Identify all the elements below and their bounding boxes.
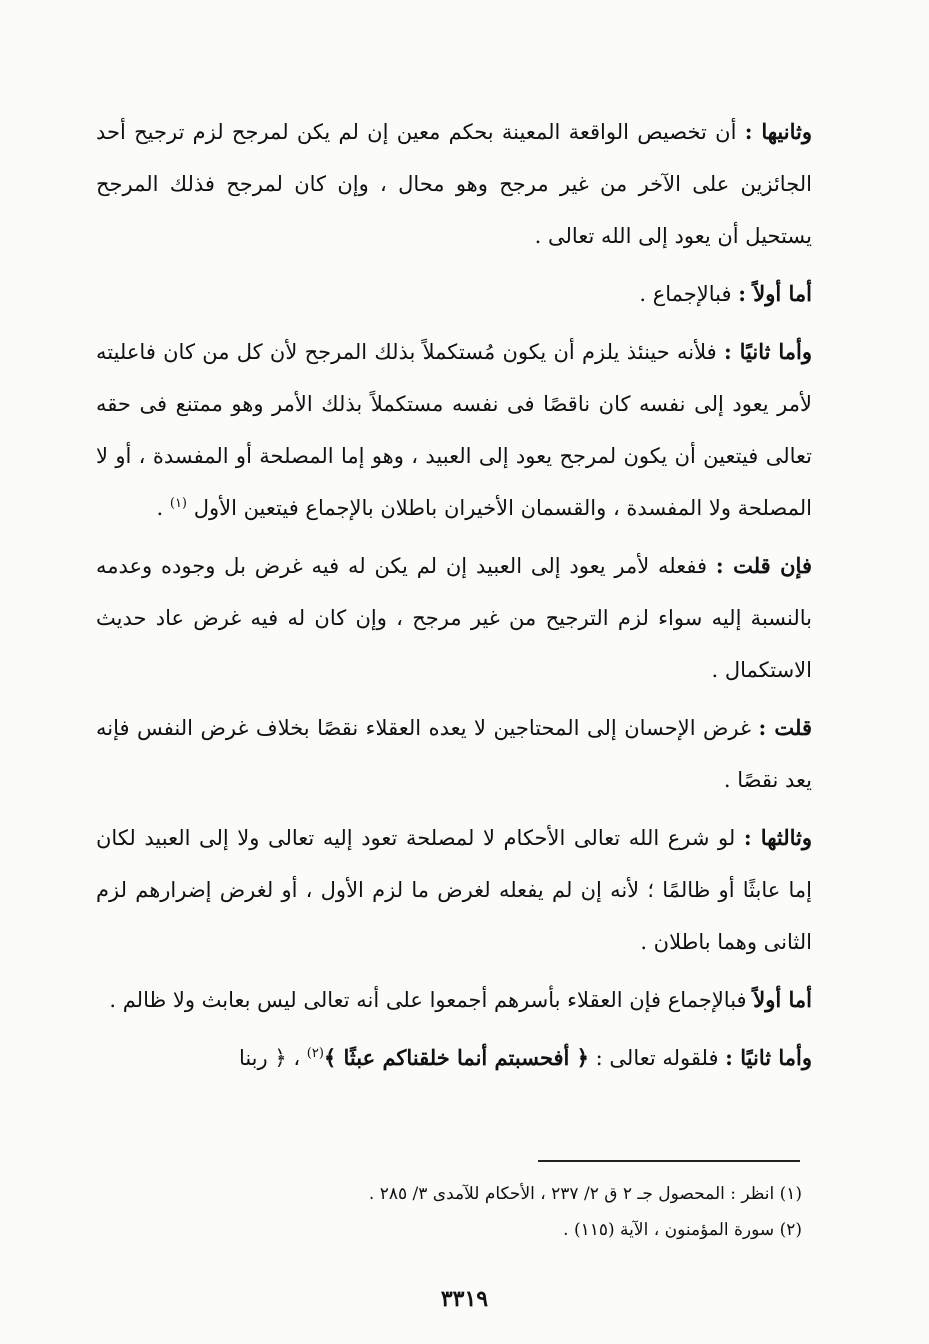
- paragraph-amma-awwalan-1: [96, 268, 812, 320]
- paragraph-lead: وأما ثانيًا :: [723, 339, 813, 364]
- paragraph-lead: أما أولاً :: [738, 281, 812, 306]
- paragraph-lead: فإن قلت :: [715, 553, 812, 578]
- footnote-divider: [538, 1160, 800, 1162]
- paragraph-lead: وثانيها :: [744, 119, 812, 144]
- paragraph-amma-thaniyan-1: [96, 326, 812, 534]
- footnote-2: (٢) سورة المؤمنون ، الآية (١١٥) .: [563, 1220, 802, 1240]
- paragraph-body: ففعله لأمر يعود إلى العبيد إن لم يكن له فيه غرض بل وجوده وعدمه بالنسبة إليه سواء لزم الترجيح من غير مرجح ، وإن كان له فيه غرض عاد حديث الاستكمال .: [96, 554, 812, 682]
- paragraph-tail: ، ﴿ ربنا: [238, 1046, 307, 1070]
- page-number: ٣٣١٩: [440, 1286, 489, 1312]
- footnote-1: (١) انظر : المحصول جـ ٢ ق ٢/ ٢٣٧ ، الأحكام للآمدى ٣/ ٢٨٥ .: [368, 1184, 802, 1204]
- quran-verse: ﴿ أفحسبتم أنما خلقناكم عبثًا ﴾: [323, 1045, 589, 1070]
- paragraph-lead: وثالثها :: [743, 825, 812, 850]
- paragraph-amma-thaniyan-2: [96, 1032, 812, 1084]
- paragraph-body: فلأنه حينئذ يلزم أن يكون مُستكملاً بذلك المرجح لأن كل من كان فاعليته لأمر يعود إلى نفسه كان ناقصًا فى نفسه مستكملاً بذلك الأمر وهو ممتنع فى حقه تعالى فيتعين أن يكون لمرجح يعود إلى العبيد ، وهو إما المصلحة أو المفسدة ، أو لا المصلحة ولا المفسدة ، والقسمان الأخيران باطلان بالإجماع فيتعين الأول: [96, 340, 812, 520]
- footnotes: [220, 1176, 802, 1248]
- paragraph-lead: وأما ثانيًا :: [725, 1045, 812, 1070]
- paragraph-amma-awwalan-2: [96, 974, 812, 1026]
- paragraph-qultu: [96, 702, 812, 806]
- paragraph-lead: أما أولاً: [753, 987, 812, 1012]
- paragraph-body: أن تخصيص الواقعة المعينة بحكم معين إن لم يكن لمرجح لزم ترجيح أحد الجائزين على الآخر من غير مرجح وهو محال ، وإن كان لمرجح فذلك المرجح يستحيل أن يعود إلى الله تعالى .: [96, 120, 812, 248]
- paragraph-tail: .: [156, 496, 170, 520]
- footnote-ref-1[interactable]: (١): [169, 496, 187, 511]
- paragraph-thaniha: [96, 106, 812, 262]
- main-text: [96, 106, 812, 1090]
- paragraph-body: فلقوله تعالى :: [589, 1046, 726, 1070]
- paragraph-lead: قلت :: [758, 715, 812, 740]
- paragraph-fa-in-qulta: [96, 540, 812, 696]
- paragraph-body: غرض الإحسان إلى المحتاجين لا يعده العقلاء نقصًا بخلاف غرض النفس فإنه يعد نقصًا .: [96, 716, 812, 792]
- paragraph-body: فبالإجماع .: [639, 282, 739, 306]
- paragraph-body: لو شرع الله تعالى الأحكام لا لمصلحة تعود إليه تعالى ولا إلى العبيد لكان إما عابثًا أو ظالمًا ؛ لأنه إن لم يفعله لغرض ما لزم الأول ، أو لغرض إضرارهم لزم الثانى وهما باطلان .: [96, 826, 812, 954]
- footnote-ref-2[interactable]: (٢): [306, 1046, 324, 1061]
- paragraph-body: فبالإجماع فإن العقلاء بأسرهم أجمعوا على أنه تعالى ليس بعابث ولا ظالم .: [109, 988, 754, 1012]
- paragraph-thalithuha: [96, 812, 812, 968]
